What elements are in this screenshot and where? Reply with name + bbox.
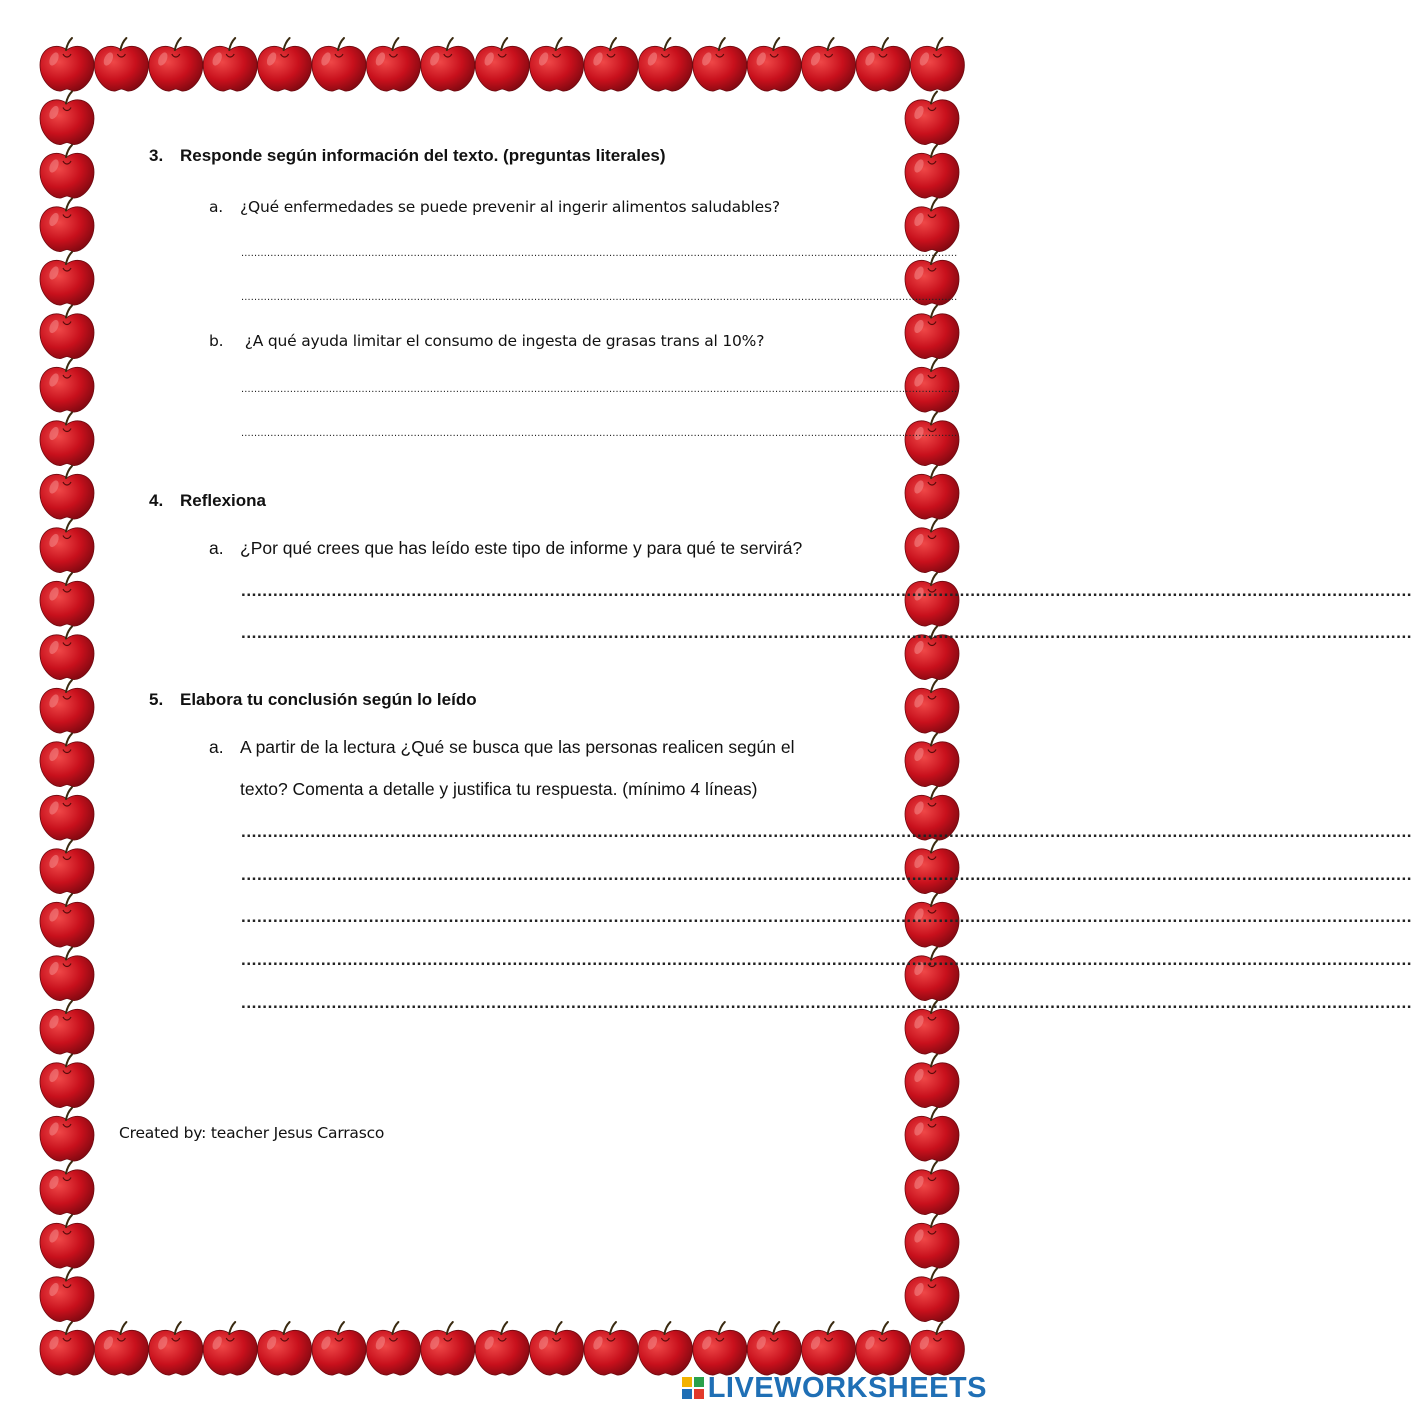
liveworksheets-brand	[682, 1371, 987, 1405]
section-title-text: Responde según información del texto. (preguntas literales)	[180, 146, 666, 165]
brand-name: LIVEWORKSHEETS	[707, 1371, 987, 1404]
answer-line-5a-3[interactable]: ............................................................................................................................................................................................................................	[241, 907, 1412, 926]
credit-text: Created by: teacher Jesus Carrasco	[119, 1124, 385, 1142]
answer-line-5a-4[interactable]: ............................................................................................................................................................................................................................	[241, 950, 1412, 969]
section-title-text: Reflexiona	[180, 491, 266, 510]
question-letter: a.	[209, 538, 224, 558]
liveworksheets-logo-icon	[682, 1377, 704, 1399]
question-text-line-1: A partir de la lectura ¿Qué se busca que las personas realicen según el	[240, 737, 795, 757]
answer-line-4a-1[interactable]: ............................................................................................................................................................................................................................	[241, 581, 1412, 600]
section-number: 4.	[149, 491, 164, 510]
question-letter: a.	[209, 198, 224, 216]
question-text-line-2: texto? Comenta a detalle y justifica tu respuesta. (mínimo 4 líneas)	[240, 779, 758, 799]
question-letter: b.	[209, 332, 224, 350]
question-3a	[209, 198, 780, 216]
question-3b	[209, 332, 764, 350]
answer-line-3b-1[interactable]: ............................................................................................................................................................................................................................	[241, 383, 958, 395]
answer-line-5a-5[interactable]: ............................................................................................................................................................................................................................	[241, 993, 1412, 1012]
answer-line-4a-2[interactable]: ............................................................................................................................................................................................................................	[241, 623, 1412, 642]
section-number: 3.	[149, 146, 164, 165]
question-text: ¿Qué enfermedades se puede prevenir al ingerir alimentos saludables?	[240, 198, 780, 216]
answer-line-3a-2[interactable]: ............................................................................................................................................................................................................................	[241, 291, 958, 303]
question-4a	[209, 538, 802, 559]
question-5a-continued	[240, 779, 757, 800]
section-title-text: Elabora tu conclusión según lo leído	[180, 690, 477, 709]
section-5-title	[149, 690, 477, 710]
question-5a	[209, 737, 795, 758]
answer-line-3a-1[interactable]: ............................................................................................................................................................................................................................	[241, 247, 958, 259]
question-text: ¿A qué ayuda limitar el consumo de ingesta de grasas trans al 10%?	[240, 332, 765, 350]
answer-line-3b-2[interactable]: ............................................................................................................................................................................................................................	[241, 427, 958, 439]
section-number: 5.	[149, 690, 164, 709]
answer-line-5a-1[interactable]: ............................................................................................................................................................................................................................	[241, 822, 1412, 841]
section-4-title	[149, 491, 266, 511]
answer-line-5a-2[interactable]: ............................................................................................................................................................................................................................	[241, 865, 1412, 884]
question-text: ¿Por qué crees que has leído este tipo de informe y para qué te servirá?	[240, 538, 803, 558]
section-3-title	[149, 146, 666, 166]
question-letter: a.	[209, 737, 224, 757]
